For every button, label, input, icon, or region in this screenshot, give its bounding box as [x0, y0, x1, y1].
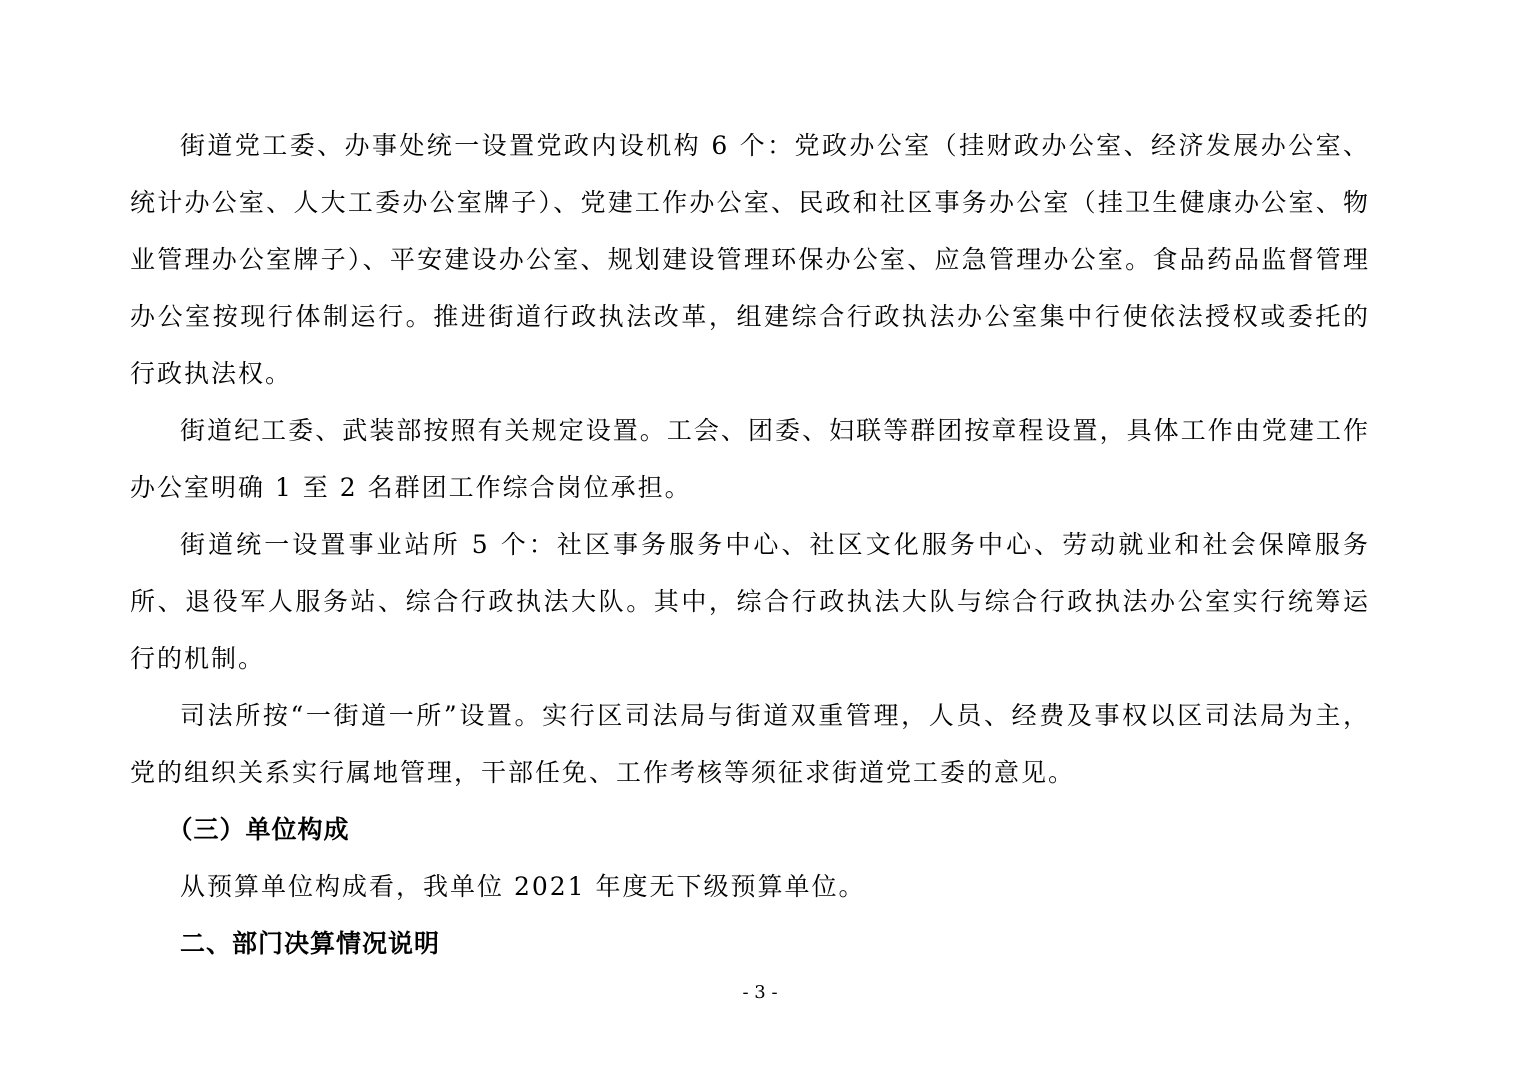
section-heading-final-accounts: 二、部门决算情况说明: [180, 929, 441, 958]
paragraph-mass-organizations: 街道纪工委、武装部按照有关规定设置。工会、团委、妇联等群团按章程设置，具体工作由党建工作办公室明确 1 至 2 名群团工作综合岗位承担。: [130, 416, 1370, 502]
paragraph-internal-institutions: 街道党工委、办事处统一设置党政内设机构 6 个：党政办公室（挂财政办公室、经济发展办公室、统计办公室、人大工委办公室牌子）、党建工作办公室、民政和社区事务办公室（挂卫生健康办公室、物业管理办公室牌子）、平安建设办公室、规划建设管理环保办公室、应急管理办公室。食品药品监督管理办公室按现行体制运行。推进街道行政执法改革，组建综合行政执法办公室集中行使依法授权或委托的行政执法权。: [130, 131, 1370, 388]
paragraph-public-institutions: 街道统一设置事业站所 5 个：社区事务服务中心、社区文化服务中心、劳动就业和社会保障服务所、退役军人服务站、综合行政执法大队。其中，综合行政执法大队与综合行政执法办公室实行统筹运行的机制。: [130, 530, 1370, 673]
paragraph-unit-composition: 从预算单位构成看，我单位 2021 年度无下级预算单位。: [180, 872, 866, 901]
paragraph-judicial-office: 司法所按“一街道一所”设置。实行区司法局与街道双重管理，人员、经费及事权以区司法局为主，党的组织关系实行属地管理，干部任免、工作考核等须征求街道党工委的意见。: [130, 701, 1370, 787]
document-body: [130, 117, 1370, 972]
page-number: - 3 -: [742, 982, 778, 1003]
section-heading-unit-composition: （三）单位构成: [167, 815, 350, 844]
